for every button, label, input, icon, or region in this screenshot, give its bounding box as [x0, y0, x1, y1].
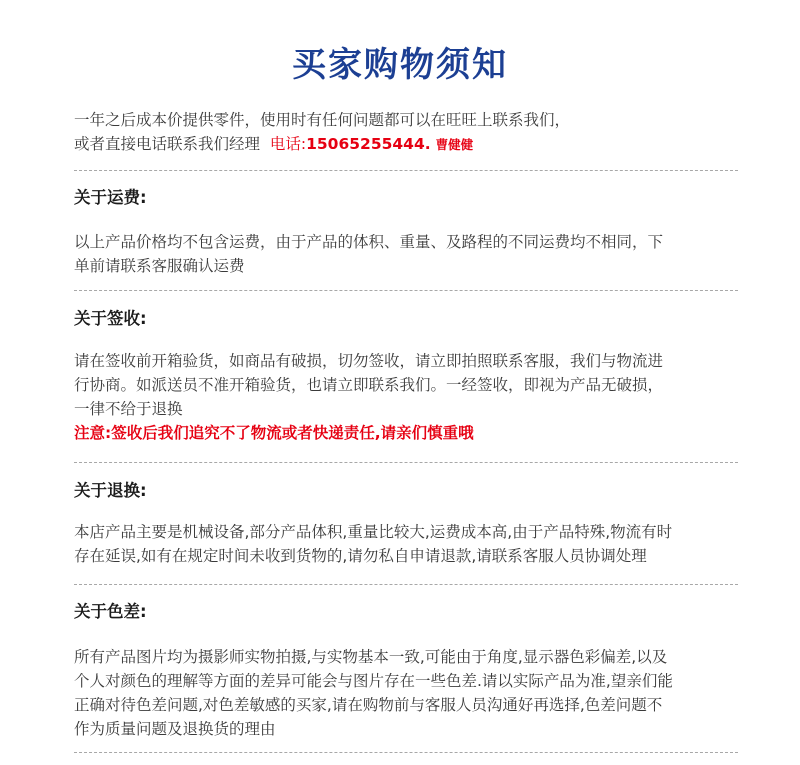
- shipping-line: 以上产品价格均不包含运费，由于产品的体积、重量、及路程的不同运费均不相同，下: [74, 233, 664, 251]
- intro-text: [74, 108, 738, 157]
- color-line: 作为质量问题及退换货的理由: [74, 720, 276, 738]
- receipt-line: 行协商。如派送员不准开箱验货，也请立即联系我们。一经签收，即视为产品无破损，: [74, 376, 664, 394]
- page-title: 买家购物须知: [292, 44, 508, 85]
- divider: [74, 462, 738, 463]
- shipping-heading: 关于运费:: [74, 188, 147, 207]
- receipt-line: 一律不给于退换: [74, 400, 183, 418]
- receipt-warning: 注意:签收后我们追究不了物流或者快递责任,请亲们慎重哦: [74, 424, 474, 442]
- returns-line: 存在延误,如有在规定时间未收到货物的,请勿私自申请退款,请联系客服人员协调处理: [74, 547, 647, 565]
- phone-number: 15065255444.: [306, 135, 431, 153]
- intro-line-1: 一年之后成本价提供零件，使用时有任何问题都可以在旺旺上联系我们，: [74, 111, 571, 129]
- shipping-line: 单前请联系客服确认运费: [74, 257, 245, 275]
- divider: [74, 752, 738, 753]
- color-heading: 关于色差:: [74, 602, 147, 621]
- returns-line: 本店产品主要是机械设备,部分产品体积,重量比较大,运费成本高,由于产品特殊,物流有时: [74, 523, 673, 541]
- returns-text: [74, 520, 738, 568]
- returns-heading: 关于退换:: [74, 481, 147, 500]
- receipt-text: [74, 349, 738, 445]
- phone-contact-name: 曹健健: [435, 137, 474, 152]
- divider: [74, 584, 738, 585]
- receipt-line: 请在签收前开箱验货，如商品有破损，切勿签收，请立即拍照联系客服，我们与物流进: [74, 352, 664, 370]
- receipt-heading: 关于签收:: [74, 309, 147, 328]
- intro-contact-text: 或者直接电话联系我们经理: [74, 135, 261, 153]
- shipping-text: [74, 230, 738, 278]
- intro-line-2: [74, 132, 738, 157]
- color-line: 个人对颜色的理解等方面的差异可能会与图片存在一些色差.请以实际产品为准,望亲们能: [74, 672, 673, 690]
- divider: [74, 290, 738, 291]
- phone-label: 电话:: [269, 135, 307, 153]
- color-text: [74, 645, 738, 741]
- divider: [74, 170, 738, 171]
- color-line: 所有产品图片均为摄影师实物拍摄,与实物基本一致,可能由于角度,显示器色彩偏差,以及: [74, 648, 668, 666]
- color-line: 正确对待色差问题,对色差敏感的买家,请在购物前与客服人员沟通好再选择,色差问题不: [74, 696, 663, 714]
